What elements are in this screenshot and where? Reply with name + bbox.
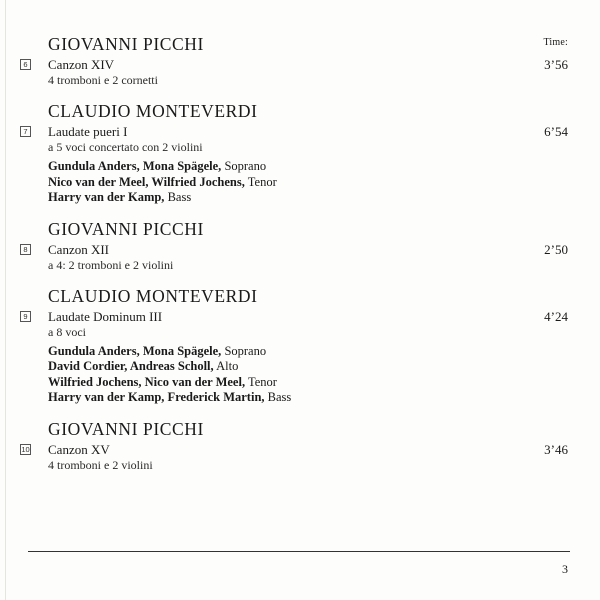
track-entry — [20, 124, 568, 206]
composer-section — [20, 100, 568, 206]
performer-line — [48, 375, 568, 391]
track-duration: 3’46 — [544, 441, 568, 457]
page-edge — [5, 0, 6, 600]
performer-names: Harry van der Kamp, — [48, 190, 165, 204]
composer-name: CLAUDIO MONTEVERDI — [48, 285, 258, 306]
performer-names: Gundula Anders, Mona Spägele, — [48, 159, 222, 173]
track-duration: 3’56 — [544, 57, 568, 72]
track-entry — [20, 442, 568, 473]
composer-section — [20, 418, 568, 473]
performer-names: Gundula Anders, Mona Spägele, — [48, 343, 222, 358]
track-entry — [20, 242, 568, 273]
performer-line — [48, 344, 568, 360]
performer-names: Harry van der Kamp, Frederick Martin, — [48, 390, 265, 404]
composer-name: GIOVANNI PICCHI — [48, 34, 204, 54]
voice-type: Soprano — [224, 343, 267, 358]
performer-list — [48, 159, 568, 206]
track-number-box: 7 — [20, 126, 31, 137]
track-entry — [20, 57, 568, 88]
voice-type: Tenor — [247, 174, 277, 189]
track-scoring: a 4: 2 tromboni e 2 violini — [48, 257, 174, 272]
track-title: Laudate Dominum III — [48, 308, 163, 324]
composer-section — [20, 285, 568, 406]
track-number-box: 9 — [20, 311, 31, 322]
composer-section — [20, 218, 568, 273]
voice-type: Bass — [267, 390, 292, 404]
performer-line — [48, 390, 568, 406]
track-title: Laudate pueri I — [48, 124, 128, 139]
voice-type: Tenor — [248, 374, 277, 389]
track-title: Canzon XII — [48, 241, 110, 257]
voice-type: Soprano — [224, 159, 267, 173]
track-scoring: a 5 voci concertato con 2 violini — [48, 140, 203, 154]
page-number: 3 — [562, 562, 568, 576]
bottom-rule — [28, 551, 570, 552]
track-title: Canzon XV — [48, 441, 110, 457]
track-scoring: a 8 voci — [48, 324, 86, 339]
track-duration: 4’24 — [544, 308, 568, 324]
tracklist — [20, 33, 568, 485]
track-duration: 2’50 — [544, 241, 568, 257]
performer-list — [48, 344, 568, 406]
track-number-box: 10 — [21, 444, 30, 454]
performer-names: Wilfried Jochens, Nico van der Meel, — [48, 374, 246, 389]
composer-name: GIOVANNI PICCHI — [48, 218, 204, 239]
composer-section — [20, 33, 568, 88]
voice-type: Bass — [167, 190, 192, 204]
performer-line — [48, 359, 568, 375]
track-duration: 6’54 — [544, 124, 568, 139]
composer-name: CLAUDIO MONTEVERDI — [48, 101, 258, 121]
performer-line — [48, 190, 568, 206]
time-column-label: Time: — [543, 37, 568, 48]
track-title: Canzon XIV — [48, 57, 115, 72]
performer-names: Nico van der Meel, Wilfried Jochens, — [48, 174, 245, 189]
composer-name: GIOVANNI PICCHI — [48, 418, 204, 439]
track-number-box: 6 — [20, 59, 31, 70]
track-number-box: 8 — [20, 244, 31, 255]
voice-type: Alto — [216, 359, 239, 373]
performer-line — [48, 159, 568, 175]
performer-line — [48, 175, 568, 191]
performer-names: David Cordier, Andreas Scholl, — [48, 359, 214, 373]
track-scoring: 4 tromboni e 2 cornetti — [48, 73, 158, 87]
track-entry — [20, 309, 568, 406]
track-scoring: 4 tromboni e 2 violini — [48, 457, 153, 472]
